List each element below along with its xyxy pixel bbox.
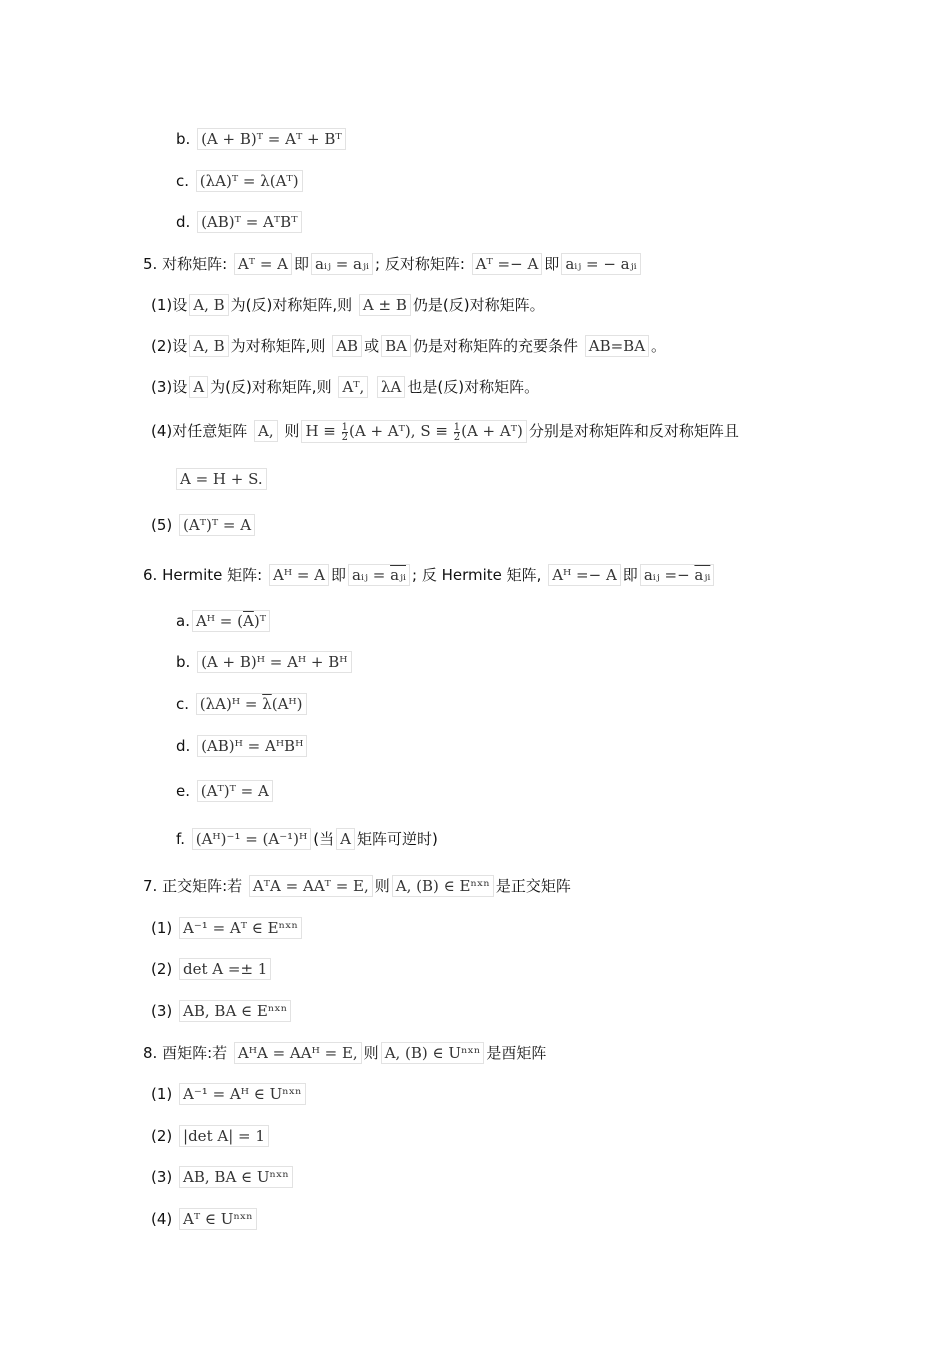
s8-heading-line bbox=[143, 1042, 546, 1064]
item-label: (1) bbox=[151, 919, 173, 937]
formula: A, B bbox=[189, 335, 228, 357]
text: 是正交矩阵 bbox=[495, 877, 571, 895]
s8-item-3 bbox=[151, 1166, 295, 1188]
formula: BA bbox=[381, 335, 411, 357]
formula: aᵢⱼ = − aⱼᵢ bbox=[561, 253, 640, 275]
formula: A bbox=[189, 376, 208, 398]
formula: (λA)ᵀ = λ(Aᵀ) bbox=[196, 170, 303, 192]
s6-item-d bbox=[176, 735, 309, 757]
formula: (Aᴴ)⁻¹ = (A⁻¹)ᴴ bbox=[192, 828, 312, 850]
formula-part: $\overline{aⱼᵢ}$ bbox=[694, 566, 711, 584]
formula-h-s bbox=[301, 420, 526, 443]
formula: λA bbox=[377, 376, 405, 398]
s5-item-5 bbox=[151, 514, 257, 536]
text: 为(反)对称矩阵,则 bbox=[210, 378, 332, 396]
item-label: (4)对任意矩阵 bbox=[151, 422, 248, 440]
item-label: c. bbox=[176, 695, 190, 713]
s6-item-e bbox=[176, 780, 275, 802]
s8-item-2 bbox=[151, 1125, 271, 1147]
formula: A, bbox=[254, 420, 278, 442]
s5-item-4-sum bbox=[174, 468, 269, 490]
formula: A, B bbox=[189, 294, 228, 316]
formula: A = H + S. bbox=[176, 468, 267, 490]
text: 即 bbox=[544, 255, 560, 273]
fraction-numerator: 1 bbox=[453, 421, 461, 433]
formula: (Aᵀ)ᵀ = A bbox=[197, 780, 273, 802]
text: 或 bbox=[364, 337, 380, 355]
s8-item-4 bbox=[151, 1208, 259, 1230]
formula: (AB)ᵀ = AᵀBᵀ bbox=[197, 211, 301, 233]
fraction bbox=[342, 423, 348, 442]
formula-part: )ᵀ bbox=[253, 612, 266, 630]
fraction bbox=[454, 423, 460, 442]
item-label: a. bbox=[176, 612, 190, 630]
section-heading: 8. 酉矩阵:若 bbox=[143, 1044, 228, 1062]
fraction-denominator: 2 bbox=[453, 431, 461, 443]
formula-part: aᵢⱼ = bbox=[352, 566, 386, 584]
formula-part: $\overline{aⱼᵢ}$ bbox=[390, 566, 406, 584]
formula-part: (λA)ᴴ = bbox=[199, 695, 258, 713]
item-label: b. bbox=[176, 653, 191, 671]
text: 为对称矩阵,则 bbox=[230, 337, 326, 355]
text: 仍是对称矩阵的充要条件 bbox=[412, 337, 578, 355]
formula: A ± B bbox=[359, 294, 411, 316]
item-label: b. bbox=[176, 130, 191, 148]
s5-heading-line bbox=[143, 253, 643, 275]
text: 则 bbox=[284, 422, 300, 440]
item-label: (2) bbox=[151, 960, 173, 978]
section-heading: 5. 对称矩阵: bbox=[143, 255, 228, 273]
formula-part: $\overline{A}$ bbox=[243, 612, 254, 630]
formula-part: H ≡ bbox=[305, 422, 336, 440]
section-heading: 7. 正交矩阵:若 bbox=[143, 877, 243, 895]
s7-item-3 bbox=[151, 1000, 293, 1022]
formula: AB=BA bbox=[585, 335, 649, 357]
text: 矩阵可逆时) bbox=[356, 830, 438, 848]
text: 即 bbox=[294, 255, 310, 273]
item-label: (3) bbox=[151, 1168, 173, 1186]
s7-item-2 bbox=[151, 958, 273, 980]
formula-part: (Aᴴ) bbox=[271, 695, 303, 713]
s6-item-a bbox=[176, 610, 272, 632]
s6-item-c bbox=[176, 693, 309, 715]
formula: Aᵀ, bbox=[338, 376, 368, 398]
formula-part: (A + Aᵀ) bbox=[461, 422, 523, 440]
formula: AᴴA = AAᴴ = E, bbox=[234, 1042, 362, 1064]
s6-item-b bbox=[176, 651, 354, 673]
formula: Aᵀ =− A bbox=[472, 253, 543, 275]
s4-item-d bbox=[176, 211, 304, 233]
s7-heading-line bbox=[143, 875, 571, 897]
s8-item-1 bbox=[151, 1083, 308, 1105]
s4-item-b bbox=[176, 128, 348, 150]
section-heading: 6. Hermite 矩阵: bbox=[143, 566, 263, 584]
s5-item-1 bbox=[151, 294, 545, 316]
formula: Aᵀ ∈ Uⁿˣⁿ bbox=[179, 1208, 257, 1230]
text: 即 bbox=[622, 566, 638, 584]
formula: (A + B)ᴴ = Aᴴ + Bᴴ bbox=[197, 651, 351, 673]
text: (当 bbox=[313, 830, 335, 848]
item-label: (3)设 bbox=[151, 378, 188, 396]
text: 。 bbox=[651, 337, 667, 355]
formula: (AB)ᴴ = AᴴBᴴ bbox=[197, 735, 307, 757]
item-label: (2) bbox=[151, 1127, 173, 1145]
formula: AB, BA ∈ Uⁿˣⁿ bbox=[179, 1166, 293, 1188]
text: ; 反 Hermite 矩阵, bbox=[412, 566, 542, 584]
formula: A, (B) ∈ Eⁿˣⁿ bbox=[392, 875, 494, 897]
fraction-denominator: 2 bbox=[341, 431, 349, 443]
s6-heading-line bbox=[143, 564, 716, 586]
formula: AB bbox=[332, 335, 362, 357]
s5-item-4 bbox=[151, 420, 739, 443]
formula bbox=[348, 564, 410, 586]
text: 仍是(反)对称矩阵。 bbox=[412, 296, 545, 314]
text: 为(反)对称矩阵,则 bbox=[230, 296, 353, 314]
item-label: e. bbox=[176, 782, 190, 800]
item-label: (5) bbox=[151, 516, 173, 534]
formula: Aᴴ = A bbox=[269, 564, 329, 586]
text: 则 bbox=[374, 877, 390, 895]
text: 则 bbox=[363, 1044, 379, 1062]
formula-part: (A + Aᵀ), S ≡ bbox=[349, 422, 448, 440]
text: 即 bbox=[331, 566, 347, 584]
formula: |det A| = 1 bbox=[179, 1125, 269, 1147]
text: ; bbox=[374, 255, 381, 273]
item-label: (3) bbox=[151, 1002, 173, 1020]
formula: A⁻¹ = Aᵀ ∈ Eⁿˣⁿ bbox=[179, 917, 302, 939]
item-label: c. bbox=[176, 172, 190, 190]
formula: Aᵀ = A bbox=[234, 253, 292, 275]
fraction-numerator: 1 bbox=[341, 421, 349, 433]
s6-item-f bbox=[176, 828, 438, 850]
formula: (A + B)ᵀ = Aᵀ + Bᵀ bbox=[197, 128, 346, 150]
text: 是酉矩阵 bbox=[486, 1044, 547, 1062]
formula: Aᴴ =− A bbox=[548, 564, 621, 586]
text: 反对称矩阵: bbox=[384, 255, 465, 273]
formula-part: Aᴴ = ( bbox=[195, 612, 243, 630]
formula: det A =± 1 bbox=[179, 958, 271, 980]
s5-item-2 bbox=[151, 335, 666, 357]
s7-item-1 bbox=[151, 917, 304, 939]
item-label: (4) bbox=[151, 1210, 173, 1228]
text: 分别是对称矩阵和反对称矩阵且 bbox=[528, 422, 739, 440]
formula: A bbox=[336, 828, 355, 850]
item-label: d. bbox=[176, 213, 191, 231]
formula bbox=[196, 693, 307, 715]
formula: A, (B) ∈ Uⁿˣⁿ bbox=[381, 1042, 485, 1064]
s5-item-3 bbox=[151, 376, 539, 398]
formula bbox=[640, 564, 715, 586]
item-label: f. bbox=[176, 830, 185, 848]
formula bbox=[192, 610, 270, 632]
item-label: (1)设 bbox=[151, 296, 188, 314]
item-label: (1) bbox=[151, 1085, 173, 1103]
item-label: (2)设 bbox=[151, 337, 188, 355]
item-label: d. bbox=[176, 737, 191, 755]
formula-part: $\overline{\lambda}$ bbox=[262, 695, 272, 713]
formula: aᵢⱼ = aⱼᵢ bbox=[311, 253, 373, 275]
formula: AᵀA = AAᵀ = E, bbox=[249, 875, 373, 897]
text: 也是(反)对称矩阵。 bbox=[407, 378, 540, 396]
formula: AB, BA ∈ Eⁿˣⁿ bbox=[179, 1000, 291, 1022]
s4-item-c bbox=[176, 170, 305, 192]
formula: A⁻¹ = Aᴴ ∈ Uⁿˣⁿ bbox=[179, 1083, 306, 1105]
formula-part: aᵢⱼ =− bbox=[643, 566, 690, 584]
formula: (Aᵀ)ᵀ = A bbox=[179, 514, 255, 536]
